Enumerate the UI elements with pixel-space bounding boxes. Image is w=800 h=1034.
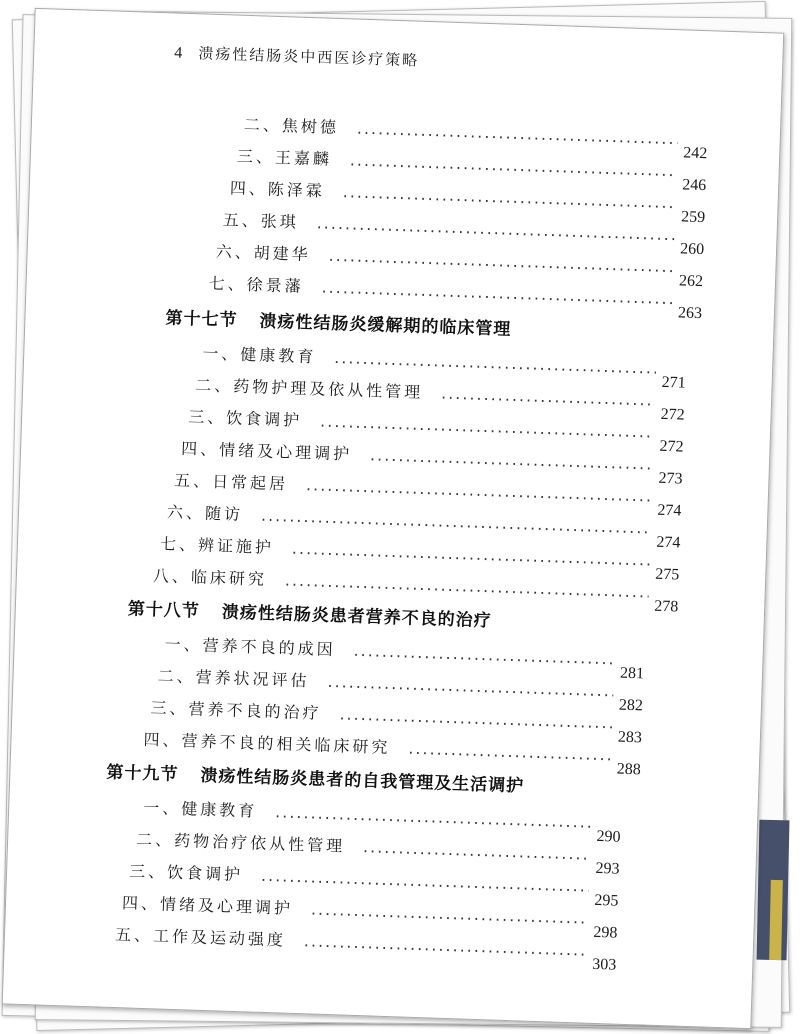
leader-dots — [261, 866, 589, 896]
toc-entry[interactable] — [164, 632, 621, 670]
leader-dots — [353, 641, 614, 669]
book-cover-stripe — [769, 880, 783, 960]
leader-dots — [339, 704, 612, 732]
toc-page-number: 273 — [658, 469, 683, 488]
toc-entry-title: 四、陈泽霖 — [229, 178, 326, 201]
toc-page-number: 272 — [659, 437, 684, 456]
toc-page-number: 260 — [679, 240, 705, 259]
toc-page-number: 298 — [593, 923, 618, 942]
toc-page-number: 278 — [653, 597, 679, 616]
leader-dots — [292, 539, 650, 570]
section-heading[interactable]: 第十七节 溃疡性结肠炎缓解期的临床管理 — [165, 308, 512, 340]
toc-entry[interactable] — [150, 695, 619, 734]
leader-dots — [334, 348, 656, 378]
toc-entry-title: 一、营养不良的成因 — [164, 634, 336, 660]
leader-dots — [328, 246, 673, 276]
toc-entry-title: 四、情绪及心理调护 — [180, 438, 353, 464]
toc-entry-title: 六、随访 — [166, 502, 244, 525]
toc-page-number: 271 — [661, 373, 686, 392]
toc-entry-title: 二、营养状况评估 — [157, 666, 310, 691]
leader-dots — [357, 119, 678, 149]
leader-dots — [285, 570, 649, 601]
toc-entry[interactable] — [157, 663, 620, 701]
toc-entry-title: 二、焦树德 — [243, 114, 340, 137]
leader-dots — [408, 739, 612, 765]
toc-entry[interactable] — [115, 922, 593, 961]
toc-page — [2, 8, 785, 1029]
toc-entry-title: 四、营养不良的相关临床研究 — [143, 729, 391, 758]
leader-dots — [350, 150, 677, 180]
toc-entry-title: 七、徐景藩 — [208, 273, 304, 296]
toc-entry-title: 五、日常起居 — [173, 470, 289, 494]
toc-page-number: 281 — [619, 664, 645, 683]
leader-dots — [316, 213, 674, 244]
leader-dots — [311, 900, 588, 928]
leader-dots — [363, 837, 590, 864]
toc-page-number: 283 — [617, 728, 643, 747]
toc-entry[interactable] — [136, 827, 597, 865]
toc-entry-title: 一、健康教育 — [142, 797, 258, 821]
leader-dots — [275, 802, 591, 831]
toc-page-number: 263 — [677, 304, 703, 323]
toc-page-number: 272 — [660, 405, 685, 424]
leader-dots — [327, 672, 613, 700]
leader-dots — [304, 931, 587, 959]
leader-dots — [320, 412, 654, 442]
toc-entry[interactable] — [143, 795, 598, 833]
toc-entry[interactable] — [222, 207, 681, 245]
toc-page-number: 274 — [656, 533, 681, 552]
running-head — [174, 41, 420, 70]
toc-entry[interactable] — [129, 858, 596, 896]
toc-entry[interactable] — [181, 436, 659, 475]
toc-entry-title: 七、辨证施护 — [159, 534, 275, 558]
toc-entry-title: 三、王嘉麟 — [236, 146, 333, 169]
toc-entry[interactable] — [143, 727, 618, 766]
toc-entry-title: 三、营养不良的治疗 — [150, 698, 322, 723]
toc-entry-title: 二、药物治疗依从性管理 — [135, 829, 346, 856]
toc-entry[interactable] — [167, 500, 657, 539]
toc-entry-title: 五、张琪 — [222, 210, 300, 232]
toc-page-number: 259 — [680, 208, 706, 227]
leader-dots — [441, 384, 655, 410]
toc-page-number: 262 — [678, 272, 704, 291]
toc-entry[interactable] — [230, 175, 683, 213]
book-title: 溃疡性结肠炎中西医诊疗策略 — [198, 44, 420, 70]
toc-page-number: 288 — [616, 760, 642, 779]
leader-dots — [343, 182, 676, 212]
toc-page-number: 282 — [618, 696, 644, 715]
toc-entry-title: 三、饮食调护 — [128, 861, 244, 885]
leader-dots — [261, 506, 651, 538]
toc-entry[interactable] — [237, 144, 684, 182]
toc-page-number: 293 — [595, 859, 620, 878]
toc-entry[interactable] — [244, 112, 685, 150]
toc-entry[interactable] — [174, 468, 658, 507]
toc-entry-title: 一、健康教育 — [202, 343, 317, 367]
toc-entry-title: 三、饮食调护 — [187, 407, 303, 430]
toc-page-number: 290 — [596, 827, 621, 846]
leader-dots — [321, 278, 672, 309]
page-number: 4 — [174, 44, 185, 62]
toc-entry[interactable] — [202, 341, 663, 379]
leader-dots — [306, 475, 652, 505]
toc-page-number: 275 — [655, 565, 680, 584]
section-heading[interactable]: 第十八节 溃疡性结肠炎患者营养不良的治疗 — [127, 599, 492, 632]
toc-page-number: 295 — [594, 891, 619, 910]
toc-entry[interactable] — [195, 372, 662, 410]
toc-entry[interactable] — [215, 239, 680, 277]
toc-entry-title: 四、情绪及心理调护 — [121, 893, 294, 918]
toc-entry-title: 五、工作及运动强度 — [114, 925, 287, 950]
toc-entry[interactable] — [122, 890, 595, 929]
toc-entry[interactable] — [188, 404, 661, 443]
leader-dots — [370, 445, 653, 473]
toc-entry-title: 八、临床研究 — [152, 566, 268, 589]
toc-page-number: 303 — [592, 955, 617, 974]
section-heading[interactable]: 第十九节 溃疡性结肠炎患者的自我管理及生活调护 — [106, 762, 525, 797]
toc-page-number: 274 — [657, 501, 682, 520]
toc-entry-title: 六、胡建华 — [215, 241, 312, 265]
toc-page-number: 242 — [682, 144, 708, 163]
toc-entry-title: 二、药物护理及依从性管理 — [195, 375, 424, 402]
toc-page-number: 246 — [681, 176, 707, 195]
toc-entry[interactable] — [208, 271, 679, 310]
